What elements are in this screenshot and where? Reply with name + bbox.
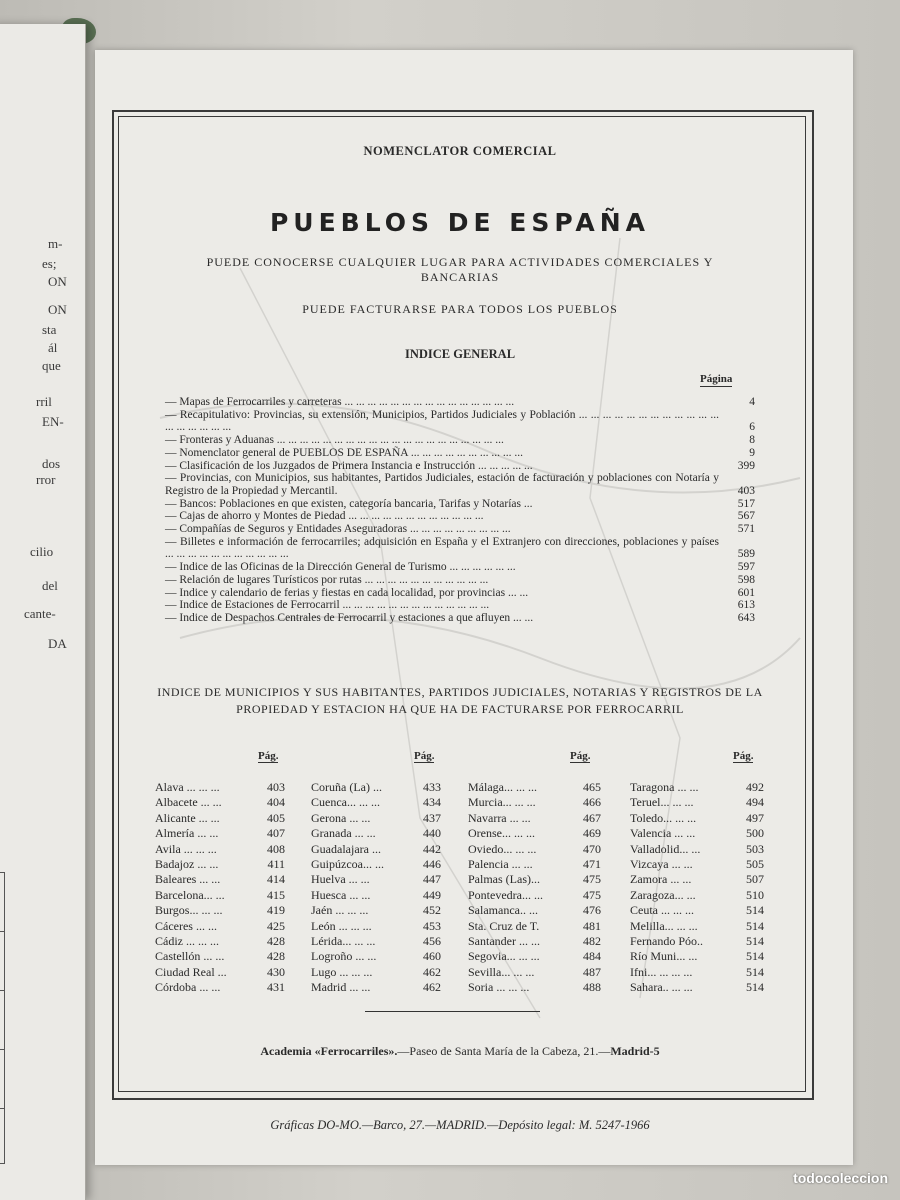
municipio-name: Barcelona... ...	[155, 887, 225, 902]
municipio-name: Soria ... ... ...	[468, 980, 530, 995]
municipio-row	[630, 919, 764, 934]
index-entry	[165, 599, 755, 612]
municipio-page: 462	[423, 980, 441, 995]
municipio-row	[311, 842, 441, 857]
municipios-column-1	[155, 780, 285, 996]
municipio-name: Río Muni... ...	[630, 949, 698, 964]
municipio-row	[630, 965, 764, 980]
index-entry	[165, 536, 755, 561]
series-title: NOMENCLATOR COMERCIAL	[363, 144, 557, 158]
municipio-page: 510	[746, 887, 764, 902]
municipio-name: Albacete ... ...	[155, 795, 222, 810]
municipio-name: Melilla... ... ...	[630, 918, 698, 933]
municipio-page: 414	[267, 872, 285, 887]
municipio-name: Huelva ... ...	[311, 872, 370, 887]
municipio-page: 419	[267, 903, 285, 918]
municipios-column-3	[468, 780, 601, 996]
left-page-fragment: rror	[36, 472, 56, 487]
index-entry-text: — Recapitulativo: Provincias, su extensión, Municipios, Partidos Judiciales y Población ... ... ... ... ... ... ... ... ... ... ... ... ... ... ... ... ... ...	[165, 408, 719, 434]
municipio-row	[468, 795, 601, 810]
municipio-name: Baleares ... ...	[155, 872, 221, 887]
municipio-row	[630, 842, 764, 857]
municipio-name: Murcia... ... ...	[468, 795, 536, 810]
municipio-name: Vizcaya ... ...	[630, 857, 693, 872]
municipio-row	[155, 857, 285, 872]
index-entry-text: — Provincias, con Municipios, sus habitantes, Partidos Judiciales, estación de facturación y poblaciones con Notaría y Registro de la Propiedad y Mercantil.	[165, 472, 719, 497]
municipio-row	[630, 980, 764, 995]
index-entry	[165, 460, 755, 473]
municipio-row	[630, 949, 764, 964]
municipio-name: Madrid ... ...	[311, 980, 371, 995]
index-entry-text: — Indice y calendario de ferias y fiestas en cada localidad, por provincias ... ...	[165, 586, 529, 599]
left-page-fragment: que	[42, 358, 61, 373]
municipio-row	[630, 811, 764, 826]
municipio-name: Lugo ... ... ...	[311, 964, 373, 979]
municipio-name: Córdoba ... ...	[155, 980, 221, 995]
municipio-row	[311, 795, 441, 810]
municipio-name: Teruel... ... ...	[630, 795, 694, 810]
municipio-name: Ciudad Real ...	[155, 964, 227, 979]
municipio-row	[630, 903, 764, 918]
index-entry-page: 6	[749, 421, 755, 434]
municipio-row	[155, 965, 285, 980]
left-page-fragment: EN-	[42, 414, 64, 429]
index-entry-page: 613	[737, 599, 755, 612]
municipio-page: 469	[583, 826, 601, 841]
municipio-page: 514	[746, 903, 764, 918]
municipio-name: Ifni... ... ... ...	[630, 964, 693, 979]
municipio-name: Coruña (La) ...	[311, 780, 382, 794]
municipio-name: Burgos... ... ...	[155, 903, 223, 918]
municipio-row	[311, 965, 441, 980]
municipio-page: 505	[746, 857, 764, 872]
municipio-row	[311, 872, 441, 887]
municipio-page: 462	[423, 964, 441, 979]
municipio-row	[155, 919, 285, 934]
municipio-row	[155, 872, 285, 887]
index-entry-text: — Mapas de Ferrocarriles y carreteras ... ... ... ... ... ... ... ... ... ... ... ... ... ... ...	[165, 396, 515, 408]
municipio-name: Taragona ... ...	[630, 780, 699, 794]
municipio-name: Santander ... ...	[468, 934, 540, 949]
pag-header-2: Pág.	[414, 750, 435, 762]
municipio-name: Oviedo... ... ...	[468, 841, 537, 856]
municipio-name: Gerona ... ...	[311, 810, 371, 825]
municipio-row	[155, 903, 285, 918]
municipio-page: 466	[583, 795, 601, 810]
municipio-name: Cádiz ... ... ...	[155, 934, 219, 949]
municipio-name: Navarra ... ...	[468, 810, 531, 825]
municipio-row	[468, 872, 601, 887]
page-title: PUEBLOS DE ESPAÑA	[269, 208, 651, 237]
municipio-row	[311, 934, 441, 949]
index-entry	[165, 612, 755, 625]
municipio-name: Almería ... ...	[155, 826, 219, 841]
index-entry	[165, 396, 755, 409]
index-entry	[165, 523, 755, 536]
municipio-name: Jaén ... ... ...	[311, 903, 369, 918]
municipio-page: 447	[423, 872, 441, 887]
municipio-page: 446	[423, 857, 441, 872]
index-entry-page: 399	[737, 459, 755, 472]
municipio-row	[468, 965, 601, 980]
municipio-page: 503	[746, 841, 764, 856]
left-page-fragment: sta	[42, 322, 57, 337]
municipio-name: Valencia ... ...	[630, 826, 696, 841]
municipio-page: 514	[746, 918, 764, 933]
municipio-page: 514	[746, 934, 764, 949]
municipio-row	[468, 934, 601, 949]
municipio-name: Castellón ... ...	[155, 949, 225, 964]
left-page-fragment: es;	[42, 256, 57, 271]
left-page-fragment: DA	[48, 636, 67, 651]
municipio-name: Valladolid... ...	[630, 841, 701, 856]
municipio-row	[468, 826, 601, 841]
subtitle-2: PUEDE FACTURARSE PARA TODOS LOS PUEBLOS	[302, 302, 618, 316]
subtitle-1: PUEDE CONOCERSE CUALQUIER LUGAR PARA ACTIVIDADES COMERCIALES Y BANCARIAS	[206, 255, 714, 284]
municipio-name: Granada ... ...	[311, 826, 376, 841]
municipio-row	[468, 780, 601, 795]
municipio-row	[468, 903, 601, 918]
municipio-name: Cáceres ... ...	[155, 918, 217, 933]
index-entry-text: — Cajas de ahorro y Montes de Piedad ... ... ... ... ... ... ... ... ... ... ... ...	[165, 510, 484, 523]
printer-line: Gráficas DO-MO.—Barco, 27.—MADRID.—Depósito legal: M. 5247-1966	[270, 1118, 650, 1132]
municipio-page: 415	[267, 887, 285, 902]
index-entry-page: 589	[737, 548, 755, 561]
municipio-name: Sta. Cruz de T.	[468, 918, 540, 933]
municipio-page: 465	[583, 780, 601, 794]
publisher-line: Academia «Ferrocarriles».—Paseo de Santa María de la Cabeza, 21.—Madrid-5	[260, 1044, 660, 1058]
municipio-page: 442	[423, 841, 441, 856]
index-entry-page: 517	[737, 497, 755, 510]
municipio-page: 514	[746, 980, 764, 995]
municipio-name: Segovia... ... ...	[468, 949, 540, 964]
municipio-row	[468, 842, 601, 857]
municipio-name: Palmas (Las)...	[468, 872, 540, 887]
municipio-name: Logroño ... ...	[311, 949, 377, 964]
municipio-page: 514	[746, 949, 764, 964]
municipio-page: 507	[746, 872, 764, 887]
municipio-page: 404	[267, 795, 285, 810]
municipio-page: 408	[267, 841, 285, 856]
municipio-page: 434	[423, 795, 441, 810]
municipio-name: Sevilla... ... ...	[468, 964, 535, 979]
municipio-page: 428	[267, 934, 285, 949]
municipio-row	[155, 949, 285, 964]
municipio-name: León ... ... ...	[311, 918, 372, 933]
municipio-page: 488	[583, 980, 601, 995]
municipio-page: 487	[583, 964, 601, 979]
municipio-name: Badajoz ... ...	[155, 857, 219, 872]
index-entry	[165, 498, 755, 511]
municipio-page: 452	[423, 903, 441, 918]
municipio-page: 430	[267, 964, 285, 979]
left-page-table	[0, 872, 5, 1164]
municipio-page: 460	[423, 949, 441, 964]
index-entry	[165, 447, 755, 460]
municipio-row	[155, 795, 285, 810]
municipio-page: 475	[583, 872, 601, 887]
index-entry-page: 567	[737, 510, 755, 523]
index-entry-page: 4	[749, 396, 755, 408]
left-page-fragment: del	[42, 578, 58, 593]
municipio-name: Salamanca.. ...	[468, 903, 538, 918]
municipio-page: 492	[746, 780, 764, 794]
municipio-name: Orense... ... ...	[468, 826, 535, 841]
left-page-fragment: rril	[36, 394, 52, 409]
index-entry-text: — Relación de lugares Turísticos por rutas ... ... ... ... ... ... ... ... ... ... ...	[165, 573, 489, 586]
left-page-fragment: cilio	[30, 544, 54, 559]
municipio-row	[311, 903, 441, 918]
municipio-row	[630, 934, 764, 949]
index-entry	[165, 472, 755, 497]
municipio-page: 475	[583, 887, 601, 902]
index-entry-text: — Indice de Despachos Centrales de Ferrocarril y estaciones a que afluyen ... ...	[165, 611, 534, 624]
municipio-page: 456	[423, 934, 441, 949]
municipio-row	[155, 980, 285, 995]
municipio-name: Guadalajara ...	[311, 841, 381, 856]
left-page-fragment: ON	[48, 274, 67, 289]
index-entry-page: 571	[737, 523, 755, 536]
municipio-page: 403	[267, 780, 285, 794]
index-entry-text: — Nomenclator general de PUEBLOS DE ESPAÑA ... ... ... ... ... ... ... ... ... ...	[165, 446, 523, 459]
pag-header-3: Pág.	[570, 750, 591, 762]
municipio-page: 482	[583, 934, 601, 949]
municipio-page: 440	[423, 826, 441, 841]
municipio-name: Zaragoza... ...	[630, 887, 696, 902]
municipio-row	[155, 826, 285, 841]
municipio-name: Cuenca... ... ...	[311, 795, 380, 810]
index-entry-page: 403	[737, 484, 755, 497]
municipio-page: 484	[583, 949, 601, 964]
municipio-name: Avila ... ... ...	[155, 841, 217, 856]
municipio-row	[311, 780, 441, 795]
municipio-name: Zamora ... ...	[630, 872, 692, 887]
municipio-name: Alicante ... ...	[155, 810, 220, 825]
municipio-page: 433	[423, 780, 441, 794]
municipio-page: 494	[746, 795, 764, 810]
municipio-row	[311, 811, 441, 826]
municipio-row	[155, 888, 285, 903]
municipio-name: Ceuta ... ... ...	[630, 903, 694, 918]
municipio-page: 471	[583, 857, 601, 872]
index-entry-page: 8	[749, 434, 755, 447]
municipio-name: Huesca ... ...	[311, 887, 371, 902]
left-page-fragment: ál	[48, 340, 58, 355]
index-entry-text: — Billetes e información de ferrocarriles; adquisición en España y el Extranjero con direcciones, poblaciones y países ... ... ... ... ... ... ... ... ... ... ...	[165, 535, 719, 561]
index-entry-page: 643	[737, 611, 755, 624]
municipio-row	[630, 826, 764, 841]
municipio-page: 514	[746, 964, 764, 979]
index-entry-page: 597	[737, 561, 755, 574]
municipio-row	[155, 780, 285, 795]
index-entry	[165, 561, 755, 574]
left-page-fragment: dos	[42, 456, 61, 471]
index-entry-text: — Clasificación de los Juzgados de Primera Instancia e Instrucción ... ... ... ... ...	[165, 459, 533, 472]
pag-header-4: Pág.	[733, 750, 754, 762]
municipio-page: 500	[746, 826, 764, 841]
municipios-column-2	[311, 780, 441, 996]
municipios-title: INDICE DE MUNICIPIOS Y SUS HABITANTES, PARTIDOS JUDICIALES, NOTARIAS Y REGISTROS DE LA PROPIEDAD Y ESTACION HA QUE HA DE FACTURARSE POR FERROCARRIL	[157, 685, 763, 716]
municipio-row	[155, 934, 285, 949]
municipio-row	[311, 980, 441, 995]
municipio-name: Pontevedra... ...	[468, 887, 543, 902]
left-page-fragment: cante-	[24, 606, 56, 621]
index-entry-page: 601	[737, 586, 755, 599]
municipio-row	[311, 826, 441, 841]
index-entry-text: — Bancos: Poblaciones en que existen, categoría bancaria, Tarifas y Notarías ...	[165, 497, 533, 510]
municipio-row	[468, 919, 601, 934]
left-page	[0, 24, 86, 1200]
index-entry-text: — Indice de las Oficinas de la Dirección General de Turismo ... ... ... ... ... ...	[165, 561, 516, 574]
municipio-name: Guipúzcoa... ...	[311, 857, 384, 872]
municipio-name: Toledo... ... ...	[630, 810, 697, 825]
general-index	[165, 396, 755, 625]
index-entry	[165, 409, 755, 434]
divider	[365, 1011, 540, 1012]
municipio-page: 405	[267, 810, 285, 825]
municipio-page: 411	[267, 857, 285, 872]
municipio-page: 497	[746, 810, 764, 825]
municipio-page: 453	[423, 918, 441, 933]
municipio-row	[468, 811, 601, 826]
municipio-row	[468, 949, 601, 964]
municipio-row	[311, 949, 441, 964]
municipio-page: 425	[267, 918, 285, 933]
municipio-row	[630, 872, 764, 887]
index-entry	[165, 587, 755, 600]
municipio-page: 437	[423, 810, 441, 825]
municipio-page: 467	[583, 810, 601, 825]
municipio-row	[155, 811, 285, 826]
left-page-fragment: ON	[48, 302, 67, 317]
index-entry-text: — Fronteras y Aduanas ... ... ... ... ... ... ... ... ... ... ... ... ... ... ... ... ... ... ... ...	[165, 434, 504, 447]
municipio-name: Lérida... ... ...	[311, 934, 376, 949]
municipio-page: 407	[267, 826, 285, 841]
index-entry-page: 9	[749, 446, 755, 459]
municipio-name: Fernando Póo..	[630, 934, 703, 949]
left-page-fragment: m-	[48, 236, 63, 251]
municipio-page: 470	[583, 841, 601, 856]
index-entry-text: — Compañías de Seguros y Entidades Aseguradoras ... ... ... ... ... ... ... ... ...	[165, 523, 511, 536]
pag-header-1: Pág.	[258, 750, 279, 762]
index-entry-page: 598	[737, 573, 755, 586]
page-column-header: Página	[700, 373, 733, 385]
index-entry	[165, 510, 755, 523]
municipio-name: Málaga... ... ...	[468, 780, 537, 794]
municipio-page: 449	[423, 887, 441, 902]
index-entry	[165, 434, 755, 447]
index-title: INDICE GENERAL	[404, 347, 516, 361]
municipio-row	[468, 980, 601, 995]
municipio-page: 481	[583, 918, 601, 933]
municipio-row	[155, 842, 285, 857]
municipio-row	[630, 888, 764, 903]
municipio-row	[630, 795, 764, 810]
municipio-row	[311, 919, 441, 934]
municipio-name: Sahara.. ... ...	[630, 980, 693, 995]
watermark: todocoleccion	[793, 1170, 888, 1186]
municipios-column-4	[630, 780, 764, 996]
municipio-name: Alava ... ... ...	[155, 780, 220, 794]
municipio-row	[311, 857, 441, 872]
index-entry	[165, 574, 755, 587]
municipio-page: 476	[583, 903, 601, 918]
municipio-page: 431	[267, 980, 285, 995]
municipio-row	[468, 888, 601, 903]
municipio-page: 428	[267, 949, 285, 964]
municipio-row	[311, 888, 441, 903]
municipio-row	[630, 857, 764, 872]
index-entry-text: — Indice de Estaciones de Ferrocarril ... ... ... ... ... ... ... ... ... ... ... ... ...	[165, 599, 490, 612]
municipio-name: Palencia ... ...	[468, 857, 533, 872]
municipio-row	[630, 780, 764, 795]
municipio-row	[468, 857, 601, 872]
